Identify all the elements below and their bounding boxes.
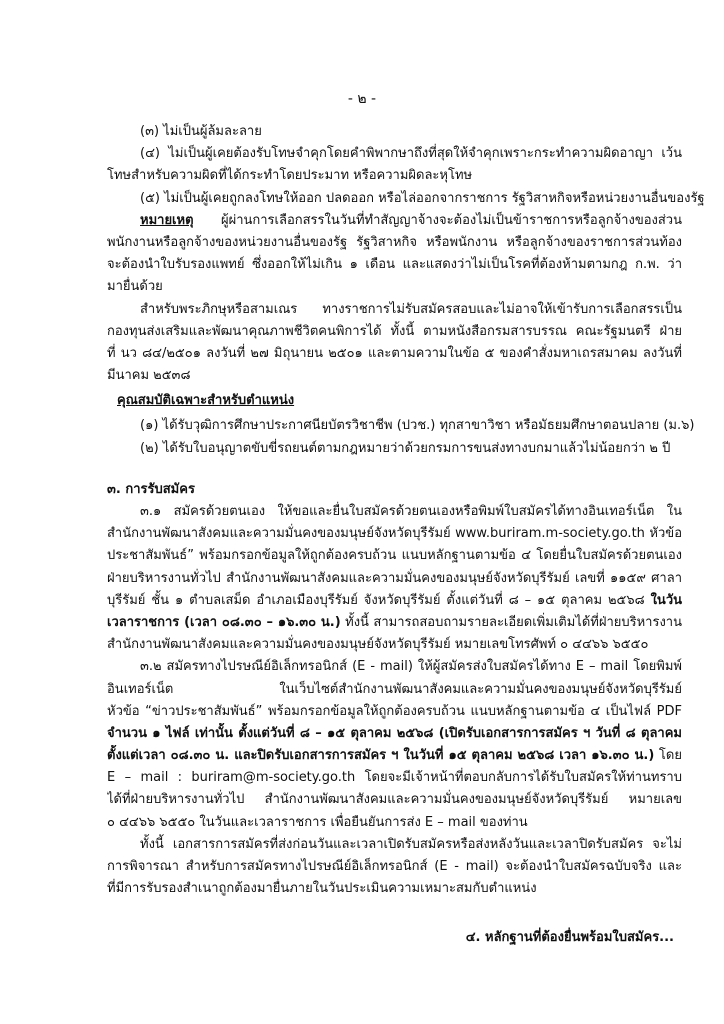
text-line <box>107 121 682 143</box>
bold-text: ๔. หลักฐานที่ต้องยื่นพร้อมใบสมัคร... <box>465 930 674 946</box>
text-segment: กองทุนส่งเสริมและพัฒนาคุณภาพชีวิตคนพิการได้ ทั้งนี้ ตามหนังสือกรมสารบรรณ คณะรัฐมนตรี ฝ่าย <box>107 323 682 339</box>
text-segment: (๒) ได้รับใบอนุญาตขับขี่รถยนต์ตามกฎหมายว่าด้วยกรมการขนส่งทางบกมาแล้วไม่น้อยกว่า ๒ ปี <box>140 440 671 456</box>
text-line <box>107 612 682 634</box>
text-segment: โดย <box>658 748 682 764</box>
bold-text: ตั้งแต่เวลา ๐๘.๓๐ น. และปิดรับเอกสารการสมัคร ฯ ในวันที่ ๑๕ ตุลาคม ๒๕๖๘ เวลา ๑๖.๓๐ น.) <box>107 748 655 764</box>
document-body <box>107 121 705 950</box>
underlined-heading: หมายเหตุ <box>140 212 194 228</box>
text-segment: พนักงานหรือลูกจ้างของหน่วยงานอื่นของรัฐ รัฐวิสาหกิจ หรือพนักงาน หรือลูกจ้างของราชการส่วนท้อง <box>107 234 682 250</box>
bold-text: ในวัน <box>650 592 682 608</box>
text-line <box>107 143 682 165</box>
text-segment: ๓.๒ สมัครทางไปรษณีย์อิเล็กทรอนิกส์ (E - mail) ให้ผู้สมัครส่งใบสมัครได้ทาง E – mail โดยพิมพ์ <box>140 659 682 675</box>
text-line <box>107 321 682 343</box>
text-segment: สำนักงานพัฒนาสังคมและความมั่นคงของมนุษย์จังหวัดบุรีรัมย์ www.buriram.m-society.go.th หัวข้อ <box>107 526 682 542</box>
bold-text: จำนวน ๑ ไฟล์ เท่านั้น ตั้งแต่วันที่ ๘ – ๑๕ ตุลาคม ๒๕๖๘ (เปิดรับเอกสารการสมัคร ฯ วันที่ ๘ ตุลาคม <box>107 725 682 741</box>
text-segment: ได้ที่ฝ่ายบริหารงานทั่วไป สำนักงานพัฒนาสังคมและความมั่นคงของมนุษย์จังหวัดบุรีรัมย์ หมายเลข <box>107 792 682 808</box>
text-segment: ทั้งนี้ สามารถสอบถามรายละเอียดเพิ่มเติมได้ที่ฝ่ายบริหารงาน <box>345 614 682 630</box>
bold-text: ๓. การรับสมัคร <box>107 481 195 497</box>
text-line <box>107 701 682 723</box>
text-segment: ๐ ๔๔๖๖ ๖๕๕๐ ในวันและเวลาราชการ เพื่อยืนยันการส่ง E – mail ของท่าน <box>107 814 528 830</box>
text-line <box>107 254 682 276</box>
text-segment: ที่มีการรับรองสำเนาถูกต้องมายื่นภายในวันประเมินความเหมาะสมกับตำแหน่ง <box>107 881 537 897</box>
text-line <box>107 745 682 767</box>
underlined-heading: คุณสมบัติเฉพาะสำหรับตำแหน่ง <box>117 393 295 409</box>
text-line <box>107 856 682 878</box>
text-line <box>107 343 682 365</box>
text-segment: (๓) ไม่เป็นผู้ล้มละลาย <box>140 124 262 139</box>
text-segment: ๓.๑ สมัครด้วยตนเอง ให้ขอและยื่นใบสมัครด้วยตนเองหรือพิมพ์ใบสมัครได้ทางอินเทอร์เน็ต ใน <box>140 504 682 519</box>
text-line <box>107 834 682 856</box>
text-line <box>107 679 682 701</box>
text-segment: ประชาสัมพันธ์” พร้อมกรอกข้อมูลให้ถูกต้องครบถ้วน แนบหลักฐานตามข้อ ๔ โดยยื่นใบสมัครด้วยตนเอง <box>107 548 682 564</box>
text-segment: (๔) ไม่เป็นผู้เคยต้องรับโทษจำคุกโดยคำพิพากษาถึงที่สุดให้จำคุกเพราะกระทำความผิดอาญา เว้น <box>140 146 682 162</box>
text-line <box>107 210 682 232</box>
text-segment: (๑) ได้รับวุฒิการศึกษาประกาศนียบัตรวิชาชีพ (ปวช.) ทุกสาขาวิชา หรือมัธยมศึกษาตอนปลาย (ม.๖) <box>140 418 695 434</box>
text-line <box>107 479 682 501</box>
text-line <box>107 927 682 949</box>
text-segment: อินเทอร์เน็ต ในเว็บไซต์สำนักงานพัฒนาสังคมและความมั่นคงของมนุษย์จังหวัดบุรีรัมย์ <box>107 681 682 697</box>
text-line <box>107 723 682 745</box>
text-segment: ทั้งนี้ เอกสารการสมัครที่ส่งก่อนวันและเวลาเปิดรับสมัครหรือส่งหลังวันและเวลาปิดรับสมัคร จะไม่ <box>140 836 682 852</box>
bold-text: เวลาราชการ (เวลา ๐๘.๓๐ – ๑๖.๓๐ น.) <box>107 614 341 630</box>
text-segment: สำนักงานพัฒนาสังคมและความมั่นคงของมนุษย์จังหวัดบุรีรัมย์ หมายเลขโทรศัพท์ ๐ ๔๔๖๖ ๖๕๕๐ <box>107 637 649 653</box>
text-line <box>107 299 682 321</box>
text-segment: มายื่นด้วย <box>107 279 163 295</box>
text-line <box>107 878 682 900</box>
text-line <box>107 232 682 254</box>
text-segment: สำหรับพระภิกษุหรือสามเณร ทางราชการไม่รับสมัครสอบและไม่อาจให้เข้ารับการเลือกสรรเป็น <box>140 301 682 317</box>
text-line <box>107 188 705 210</box>
text-segment: โทษสำหรับความผิดที่ได้กระทำโดยประมาท หรือความผิดละหุโทษ <box>107 168 473 184</box>
text-segment: มีนาคม ๒๕๓๘ <box>107 368 191 384</box>
text-line <box>107 438 682 460</box>
text-line <box>107 390 682 412</box>
text-line <box>107 812 682 834</box>
text-segment: ฝ่ายบริหารงานทั่วไป สำนักงานพัฒนาสังคมและความมั่นคงของมนุษย์จังหวัดบุรีรัมย์ เลขที่ ๑๑๕๙ ศาลา <box>107 570 682 586</box>
text-line <box>107 634 682 656</box>
text-line <box>107 165 682 187</box>
text-line <box>107 590 682 612</box>
text-segment: จะต้องนำใบรับรองแพทย์ ซึ่งออกให้ไม่เกิน ๑ เดือน และแสดงว่าไม่เป็นโรคที่ต้องห้ามตามกฎ ก.พ. ว่า <box>107 257 682 273</box>
text-segment: การพิจารณา สำหรับการสมัครทางไปรษณีย์อิเล็กทรอนิกส์ (E - mail) จะต้องนำใบสมัครฉบับจริง และ <box>107 859 682 874</box>
text-line <box>107 656 682 678</box>
page-number: - ๒ - <box>347 91 377 107</box>
text-line <box>107 545 682 567</box>
text-line <box>107 789 682 811</box>
text-line <box>107 415 695 437</box>
text-line <box>107 568 682 590</box>
text-line <box>107 276 682 298</box>
text-line <box>107 523 682 545</box>
text-segment: ที่ นว ๘๔/๒๕๐๑ ลงวันที่ ๒๗ มิถุนายน ๒๕๐๑ และตามความในข้อ ๕ ของคำสั่งมหาเถรสมาคม ลงวันที่ <box>107 345 682 361</box>
text-segment: บุรีรัมย์ ชั้น ๑ ตำบลเสม็ด อำเภอเมืองบุรีรัมย์ จังหวัดบุรีรัมย์ ตั้งแต่วันที่ ๘ – ๑๕ ตุลาคม ๒๕๖๘ <box>107 592 651 608</box>
text-line <box>107 767 682 789</box>
text-segment: E – mail : buriram@m-society.go.th โดยจะมีเจ้าหน้าที่ตอบกลับการได้รับใบสมัครให้ท่านทราบ <box>107 770 682 786</box>
text-line <box>107 365 682 387</box>
text-segment: ผู้ผ่านการเลือกสรรในวันที่ทำสัญญาจ้างจะต้องไม่เป็นข้าราชการหรือลูกจ้างของส่วน <box>220 212 682 228</box>
text-segment: หัวข้อ “ข่าวประชาสัมพันธ์” พร้อมกรอกข้อมูลให้ถูกต้องครบถ้วน แนบหลักฐานตามข้อ ๔ เป็นไฟล์ PDF <box>107 703 682 719</box>
text-line <box>107 501 682 523</box>
text-segment: (๕) ไม่เป็นผู้เคยถูกลงโทษให้ออก ปลดออก หรือไล่ออกจากราชการ รัฐวิสาหกิจหรือหน่วยงานอื่นของรัฐ <box>140 190 705 206</box>
